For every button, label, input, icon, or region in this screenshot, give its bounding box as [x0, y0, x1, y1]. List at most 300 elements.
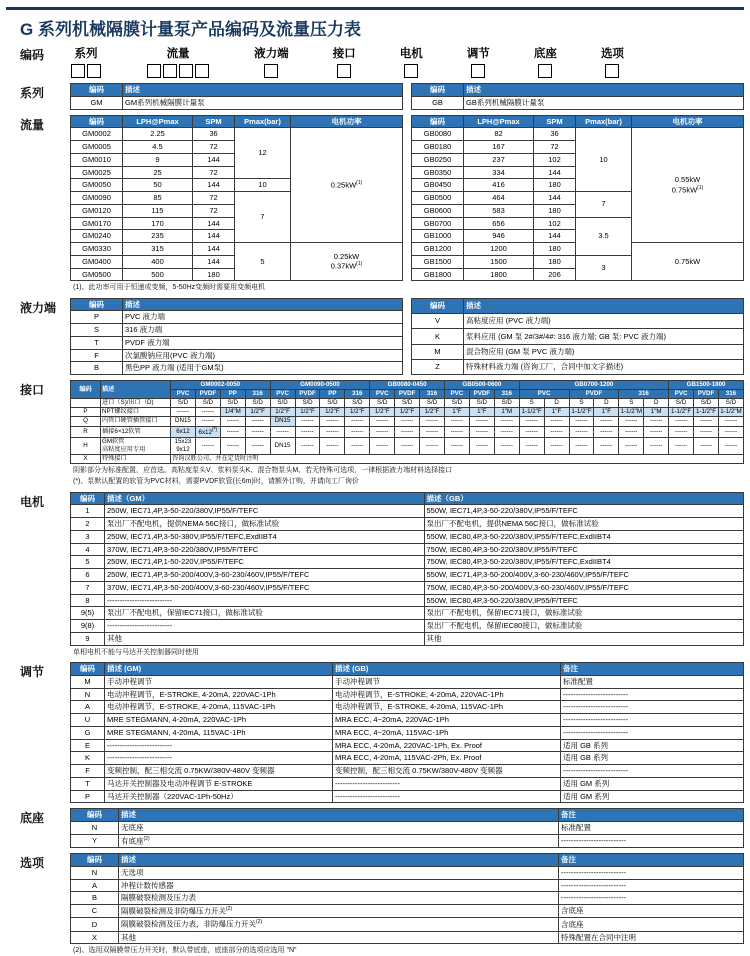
cell: ------	[320, 417, 345, 426]
cell: ------	[420, 426, 445, 437]
cell: M	[412, 344, 464, 359]
base-section	[6, 808, 744, 848]
cell: P	[71, 311, 123, 324]
cell: ------	[544, 426, 569, 437]
cell: GB0500	[412, 192, 464, 205]
cell: ------	[594, 426, 619, 437]
table-row	[412, 329, 744, 344]
cell: ------	[370, 437, 395, 454]
cell: GB0700	[412, 217, 464, 230]
cell: M	[71, 675, 105, 688]
pump-range-header: GB0080-0450	[370, 381, 445, 390]
coding-field	[534, 45, 557, 78]
cell: 有底座$^{(2)}$	[119, 834, 559, 847]
cell: 高粘度应用 (PVC 液力端)	[464, 313, 744, 328]
cell: B	[71, 892, 119, 905]
table-row	[71, 581, 744, 594]
cell: ------	[494, 426, 519, 437]
superscript: (2)	[143, 835, 150, 842]
cell: NPT螺纹接口	[101, 408, 171, 417]
coding-field-label: 电机	[399, 48, 423, 60]
cell: 3	[576, 255, 632, 281]
cell: 特殊接口	[101, 454, 171, 463]
cell: 750W, IEC80,4P,3-50-220/380V,IP55/F/TEFC	[424, 543, 744, 556]
cell: ------	[295, 417, 320, 426]
cell: GB0600	[412, 204, 464, 217]
motor-table	[70, 492, 744, 646]
cell: 550W, IEC71,4P,3-50-220/380V,IP55/F/TEFC	[424, 505, 744, 518]
cell: 4.5	[123, 141, 193, 154]
coding-boxes	[400, 64, 423, 78]
cell: 1"F	[594, 408, 619, 417]
cell: --------------------------	[333, 777, 561, 790]
coding-boxes	[333, 64, 356, 78]
series-gm-table	[70, 83, 403, 110]
header-row	[71, 298, 403, 311]
cell: 102	[534, 153, 576, 166]
cell: GM0170	[71, 217, 123, 230]
material-header: PP	[320, 390, 345, 399]
cell: 1/2"F	[320, 408, 345, 417]
cell: 9(8)	[71, 620, 105, 633]
cell: 5	[235, 243, 291, 281]
cell: P	[71, 408, 101, 417]
cell: 3	[71, 530, 105, 543]
cell: ------	[245, 417, 270, 426]
material-header: PVC	[370, 390, 395, 399]
cell: 1-1/2"F	[694, 408, 719, 417]
coding-box	[163, 64, 177, 78]
coding-field	[146, 45, 210, 78]
cell: ------	[444, 437, 469, 454]
cell: B	[71, 362, 123, 375]
header-cell: 描述	[123, 84, 403, 97]
cell: D	[644, 399, 669, 408]
cell: 其他	[105, 632, 425, 645]
material-header: PVC	[669, 390, 694, 399]
coding-field-label: 系列	[74, 48, 98, 60]
table-row	[71, 556, 744, 569]
cell: 25	[123, 166, 193, 179]
cell: 3.5	[576, 217, 632, 255]
cell: S	[569, 399, 594, 408]
cell: ------	[195, 408, 220, 417]
material-header: PVC	[270, 390, 295, 399]
coding-boxes	[146, 64, 210, 78]
coding-box	[179, 64, 193, 78]
cell: 7	[235, 192, 291, 243]
cell: 1800	[464, 268, 534, 281]
superscript: (1)	[356, 261, 363, 268]
cell: GM0240	[71, 230, 123, 243]
cell: 180	[193, 268, 235, 281]
cell: 电动冲程调节，E-STROKE, 4-20mA, 115VAC-1Ph	[105, 701, 333, 714]
cell: 237	[464, 153, 534, 166]
hydraulic-left-table	[70, 298, 403, 376]
cell: ------	[569, 417, 594, 426]
cell: ------	[694, 426, 719, 437]
table-row	[71, 905, 744, 918]
cell: 144	[193, 230, 235, 243]
cell: 1/2"F	[295, 408, 320, 417]
cell: F	[71, 765, 105, 778]
table-row	[71, 892, 744, 905]
cell: 36	[193, 128, 235, 141]
cell: 583	[464, 204, 534, 217]
cell: --------------------------	[559, 879, 744, 892]
cell: --------------------------	[105, 594, 425, 607]
adjust-table	[70, 662, 744, 803]
coding-field	[254, 45, 289, 78]
cell: ------	[220, 417, 245, 426]
cell: C	[71, 905, 119, 918]
cell: ------	[171, 408, 196, 417]
cell: 泵出厂不配电机，保留IEC71接口，做标准试验	[105, 607, 425, 620]
interface-table	[70, 380, 744, 464]
header-cell: 备注	[559, 809, 744, 822]
cell: ------	[195, 417, 220, 426]
header-cell: 描述	[464, 298, 744, 313]
cell: 隔膜破裂检测及非防爆压力开关$^{(2)}$	[119, 905, 559, 918]
cell: 电动冲程调节，E-STROKE, 4-20mA, 220VAC-1Ph	[333, 688, 561, 701]
cell: 170	[123, 217, 193, 230]
material-header: PP	[220, 390, 245, 399]
cell: 370W, IEC71,4P,3-50-220/380V,IP55/F/TEFC	[105, 543, 425, 556]
cell: --------------------------	[105, 739, 333, 752]
table-row	[71, 336, 403, 349]
cell: S/D	[295, 399, 320, 408]
cell: --------------------------	[561, 688, 744, 701]
header-row	[71, 663, 744, 676]
cell: --------------------------	[561, 726, 744, 739]
cell: --------------------------	[559, 834, 744, 847]
coding-field	[400, 45, 423, 78]
header-cell: 编码	[71, 115, 123, 128]
cell: 72	[534, 141, 576, 154]
cell: 250W, IEC71,4P,3-50-200/400V,3-60-230/460V,IP55/F/TEFC	[105, 569, 425, 582]
cell: Y	[71, 834, 119, 847]
header-cell: 编码	[71, 298, 123, 311]
cell: ------	[395, 437, 420, 454]
pump-range-header: GB0500-0600	[444, 381, 519, 390]
cell: ------	[295, 437, 320, 454]
table-row	[71, 918, 744, 931]
cell: 180	[534, 179, 576, 192]
document-page	[0, 7, 750, 956]
cell: S	[71, 324, 123, 337]
cell: D	[594, 399, 619, 408]
hydraulic-section-label: 液力端	[20, 300, 57, 315]
cell: 2.25	[123, 128, 193, 141]
cell: MRE STEGMANN, 4-20mA, 115VAC-1Ph	[105, 726, 333, 739]
cell: 1/4"M	[220, 408, 245, 417]
cell: 464	[464, 192, 534, 205]
flow-section-label: 流量	[20, 117, 45, 132]
table-row	[71, 518, 744, 531]
header-cell: 编码	[412, 84, 464, 97]
cell: 适用 GM 系列	[561, 790, 744, 803]
header-cell: LPH@Pmax	[464, 115, 534, 128]
cell: ------	[619, 426, 644, 437]
header-row	[71, 492, 744, 505]
coding-box	[404, 64, 418, 78]
cell: 144	[534, 166, 576, 179]
cell	[71, 399, 101, 408]
material-header: 316	[345, 390, 370, 399]
header-cell: 编码	[71, 381, 101, 399]
table-row	[71, 714, 744, 727]
table-row	[71, 417, 744, 426]
cell: 电动冲程调节，E-STROKE, 4-20mA, 115VAC-1Ph	[333, 701, 561, 714]
table-row	[71, 879, 744, 892]
cell: ------	[644, 426, 669, 437]
interface-section-label: 接口	[20, 383, 45, 398]
header-cell: 备注	[561, 663, 744, 676]
cell: 1"F	[444, 408, 469, 417]
cell: S/D	[320, 399, 345, 408]
cell: 咨询汉胜公司，并在定货时注明	[171, 454, 744, 463]
header-cell: 编码	[71, 492, 105, 505]
cell: ------	[245, 437, 270, 454]
superscript: (1)	[697, 184, 704, 191]
table-row	[71, 701, 744, 714]
table-row	[71, 765, 744, 778]
cell: 马达开关控制器及电动冲程调节 E-STROKE	[105, 777, 333, 790]
pump-range-header: GB1500-1800	[669, 381, 744, 390]
coding-boxes	[601, 64, 624, 78]
cell: ------	[594, 437, 619, 454]
table-row	[71, 834, 744, 847]
cell: $0.25kW^{(1)}$	[291, 128, 403, 243]
cell: 1/2"F	[270, 408, 295, 417]
cell: S/D	[420, 399, 445, 408]
header-cell: 编码	[71, 84, 123, 97]
cell: 泵出厂不配电机，保留IEC80接口，做标准试验	[424, 620, 744, 633]
material-header: PVDF	[395, 390, 420, 399]
cell: K	[71, 752, 105, 765]
cell: 144	[193, 255, 235, 268]
header-row	[71, 115, 403, 128]
cell: D	[544, 399, 569, 408]
cell: 82	[464, 128, 534, 141]
cell: 9	[123, 153, 193, 166]
cell: 10	[576, 128, 632, 192]
cell: X	[71, 931, 119, 944]
cell: 167	[464, 141, 534, 154]
cell: 手动冲程调节	[105, 675, 333, 688]
cell: N	[71, 688, 105, 701]
cell: ------	[195, 437, 220, 454]
cell: X	[71, 454, 101, 463]
cell: MRE STEGMANN, 4-20mA, 220VAC-1Ph	[105, 714, 333, 727]
cell: H	[71, 437, 101, 454]
cell: 进口（S)/出口（D)	[101, 399, 171, 408]
table-row	[71, 632, 744, 645]
header-cell: Pmax(bar)	[235, 115, 291, 128]
cell: 1/2"F	[245, 408, 270, 417]
cell: 250W, IEC71,4P,1-50-220V,IP55/F/TEFC	[105, 556, 425, 569]
table-row	[71, 349, 403, 362]
cell: 1-1/2"F	[519, 408, 544, 417]
superscript: (2)	[256, 919, 263, 926]
cell: K	[412, 329, 464, 344]
cell: MRA ECC, 4~20mA, 115VAC-1Ph	[333, 726, 561, 739]
table-row	[71, 931, 744, 944]
coding-boxes	[254, 64, 289, 78]
cell: 插接6×12软管	[101, 426, 171, 437]
header-row	[71, 854, 744, 867]
header-row	[412, 298, 744, 313]
table-row	[412, 128, 744, 141]
cell: 1/2"F	[345, 408, 370, 417]
cell: 750W, IEC80,4P,3-50-200/400V,3-60-230/460V,IP55/F/TEFC	[424, 581, 744, 594]
cell: ------	[619, 437, 644, 454]
cell: 次氯酸钠应用(PVC 液力端)	[123, 349, 403, 362]
table-row	[71, 426, 744, 437]
cell: 6x12(*)	[195, 426, 220, 437]
cell: GM	[71, 96, 123, 109]
header-row	[71, 390, 744, 399]
cell: 1/2"F	[370, 408, 395, 417]
options-section	[6, 853, 744, 956]
interface-note-hose: (*)、泵默认配置的软管为PVC材料，需要PVDF软管(长6m)时，请额外订购，并请向工厂询价	[73, 478, 359, 486]
cell: E	[71, 739, 105, 752]
cell: 9	[71, 632, 105, 645]
cell: GM系列机械隔膜计量泵	[123, 96, 403, 109]
cell: 适用 GM 系列	[561, 777, 744, 790]
cell: DN15	[270, 437, 295, 454]
cell: ------	[569, 426, 594, 437]
cell: 1"M	[644, 408, 669, 417]
cell: T	[71, 777, 105, 790]
coding-field-label: 接口	[332, 48, 356, 60]
cell: 1"F	[544, 408, 569, 417]
cell: 浆料应用 (GM 泵 2#/3#/4#: 316 液力端; GB 泵: PVC 液力端)	[464, 329, 744, 344]
cell: 315	[123, 243, 193, 256]
cell: 2	[71, 518, 105, 531]
cell: 变频控制，配三相交流 0.75KW/380V-480V 变频器	[105, 765, 333, 778]
coding-section-label: 编码	[20, 48, 45, 62]
table-row	[71, 607, 744, 620]
cell: ------	[469, 426, 494, 437]
table-row	[71, 399, 744, 408]
cell: GM软管 高粘度应用专用	[101, 437, 171, 454]
cell: GM0090	[71, 192, 123, 205]
table-row	[412, 313, 744, 328]
motor-section-label: 电机	[20, 494, 45, 509]
coding-section	[6, 45, 744, 78]
header-cell: 编码	[71, 854, 119, 867]
cell: T	[71, 336, 123, 349]
cell: S/D	[345, 399, 370, 408]
cell: 1-1/2"M	[720, 408, 742, 416]
flow-gb-table	[411, 115, 744, 282]
top-rule	[6, 7, 744, 10]
cell: GM0050	[71, 179, 123, 192]
cell: 316 液力端	[123, 324, 403, 337]
cell: ------	[519, 437, 544, 454]
cell: ------	[395, 417, 420, 426]
table-row	[71, 594, 744, 607]
cell: D	[71, 918, 119, 931]
cell: GM0330	[71, 243, 123, 256]
cell: 4	[71, 543, 105, 556]
cell: 115	[123, 204, 193, 217]
coding-field-label: 底座	[533, 48, 557, 60]
table-row	[71, 726, 744, 739]
cell: 12	[235, 128, 291, 179]
coding-boxes	[70, 64, 102, 78]
header-cell: 编码	[71, 663, 105, 676]
cell: --------------------------	[561, 714, 744, 727]
superscript: (*)	[211, 426, 218, 433]
cell: GM0500	[71, 268, 123, 281]
coding-box	[147, 64, 161, 78]
cell: 无选项	[119, 866, 559, 879]
material-header: 316	[718, 390, 743, 399]
table-row	[412, 344, 744, 359]
cell: 144	[193, 179, 235, 192]
coding-field-label: 选项	[600, 48, 624, 60]
cell: S/D	[270, 399, 295, 408]
cell: GM0005	[71, 141, 123, 154]
table-row	[71, 688, 744, 701]
cell: ------	[444, 417, 469, 426]
cell: ------	[718, 426, 743, 437]
header-cell: 编码	[412, 115, 464, 128]
cell: S/D	[370, 399, 395, 408]
cell: 8	[71, 594, 105, 607]
material-header: 316	[245, 390, 270, 399]
cell: MRA ECC, 4-20mA, 220VAC-1Ph, Ex. Proof	[333, 739, 561, 752]
table-row	[71, 530, 744, 543]
coding-field	[70, 45, 102, 78]
header-cell: 描述（GB）	[424, 492, 744, 505]
cell: 标准配置	[561, 675, 744, 688]
coding-box	[264, 64, 278, 78]
cell: 1200	[464, 243, 534, 256]
cell: 50	[123, 179, 193, 192]
cell: ------	[295, 426, 320, 437]
cell: 冲程计数传感器	[119, 879, 559, 892]
cell: 144	[193, 153, 235, 166]
coding-field	[601, 45, 624, 78]
coding-fields	[70, 45, 744, 78]
cell: 0.55kW $0.75kW^{(1)}$	[632, 128, 744, 243]
cell: ------	[420, 417, 445, 426]
cell: GB0080	[412, 128, 464, 141]
motor-section	[6, 492, 744, 657]
options-section-label: 选项	[20, 856, 45, 871]
header-cell: 电机功率	[291, 115, 403, 128]
cell: S/D	[171, 399, 196, 408]
table-row	[71, 437, 744, 454]
header-cell: 备注	[559, 854, 744, 867]
coding-field	[333, 45, 356, 78]
cell: ------	[270, 426, 295, 437]
adjust-section	[6, 662, 744, 803]
coding-field	[467, 45, 490, 78]
table-row	[71, 739, 744, 752]
cell: 7	[71, 581, 105, 594]
table-row	[71, 96, 403, 109]
cell: 1500	[464, 255, 534, 268]
cell: 其他	[119, 931, 559, 944]
cell: 电动冲程调节，E-STROKE, 4-20mA, 220VAC-1Ph	[105, 688, 333, 701]
cell: PVDF 液力端	[123, 336, 403, 349]
table-row	[71, 777, 744, 790]
table-row	[71, 311, 403, 324]
